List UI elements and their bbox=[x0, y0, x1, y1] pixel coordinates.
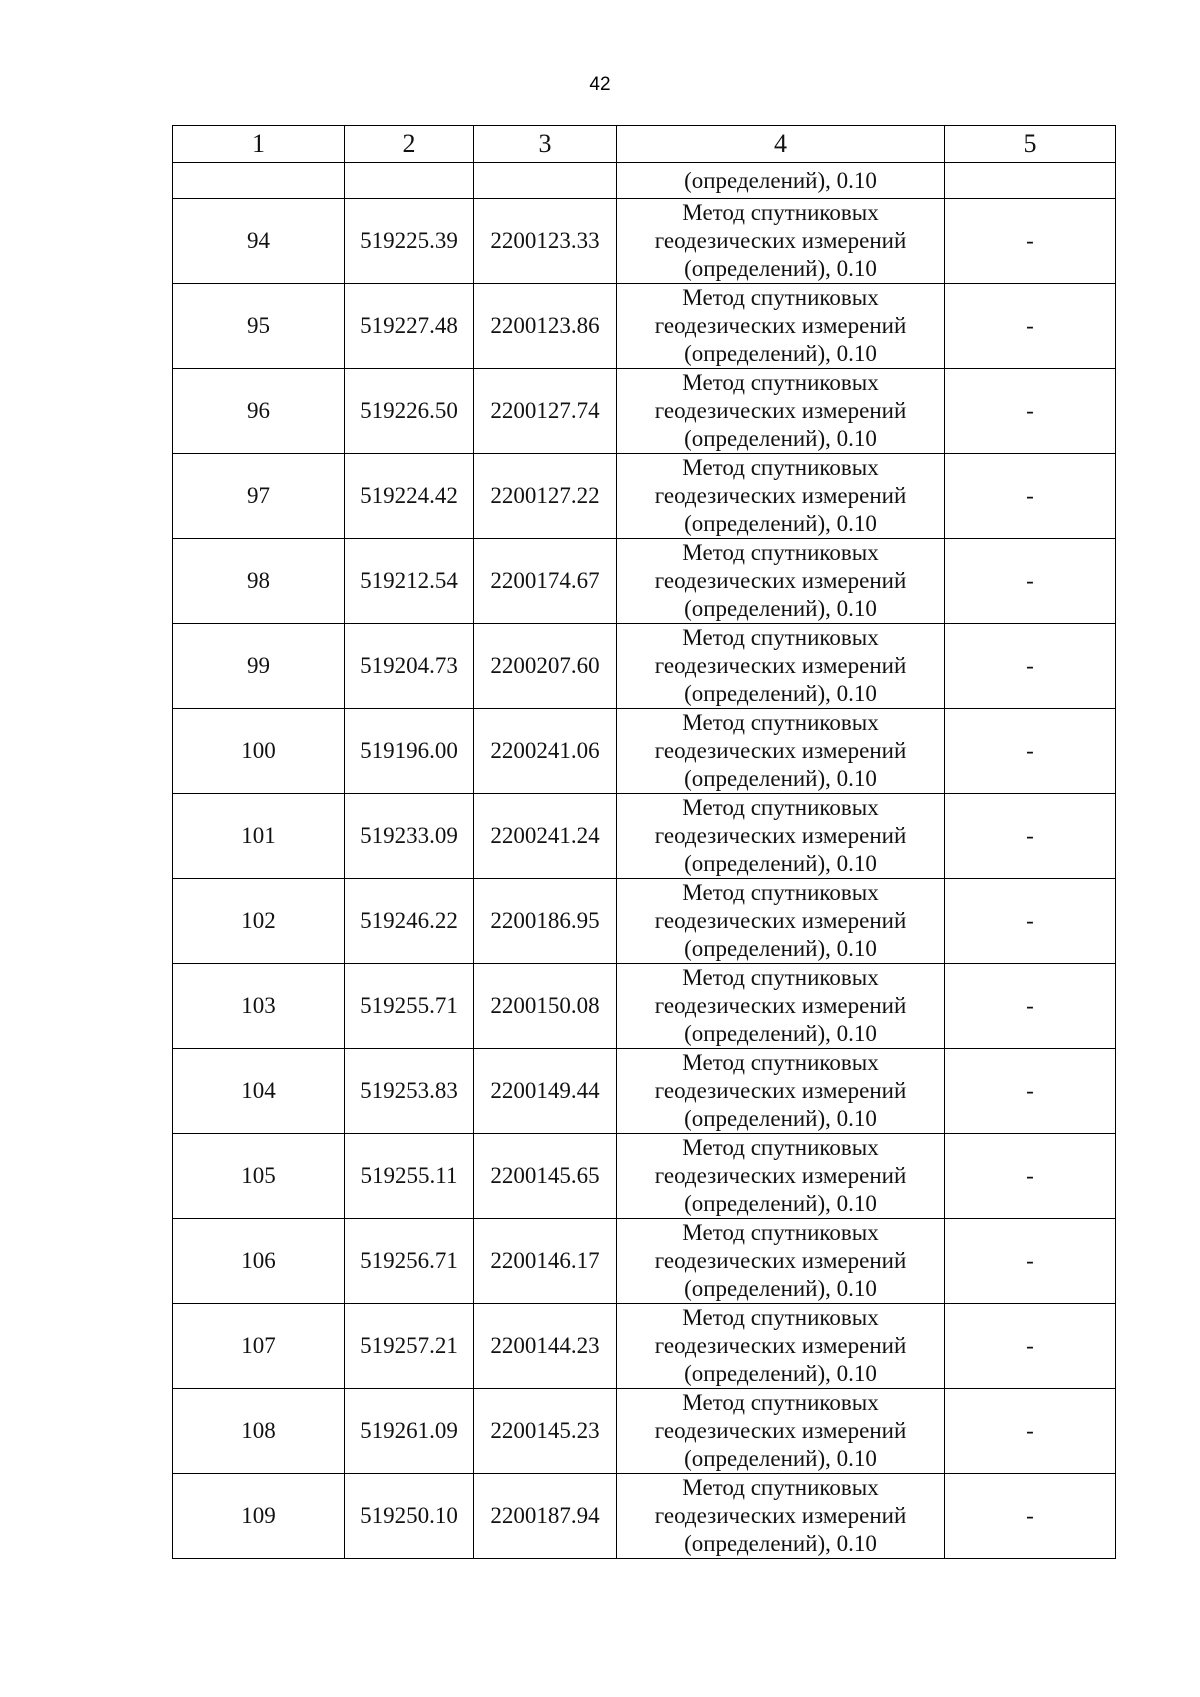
table-row bbox=[173, 964, 1116, 1049]
method-line: (определений), 0.10 bbox=[684, 1276, 877, 1301]
y-coordinate-cell: 2200127.22 bbox=[474, 454, 617, 539]
table-row bbox=[173, 1219, 1116, 1304]
y-coordinate-cell: 2200144.23 bbox=[474, 1304, 617, 1389]
y-coordinate-cell: 2200207.60 bbox=[474, 624, 617, 709]
method-line: геодезических измерений bbox=[654, 1163, 907, 1188]
method-line: (определений), 0.10 bbox=[684, 1191, 877, 1216]
x-coordinate-cell: 519233.09 bbox=[345, 794, 474, 879]
method-cell bbox=[617, 879, 945, 964]
point-number-cell: 100 bbox=[173, 709, 345, 794]
y-coordinate-cell: 2200127.74 bbox=[474, 369, 617, 454]
method-line: геодезических измерений bbox=[654, 1248, 907, 1273]
y-coordinate-cell: 2200123.86 bbox=[474, 284, 617, 369]
method-line: геодезических измерений bbox=[654, 1503, 907, 1528]
x-coordinate-cell: 519246.22 bbox=[345, 879, 474, 964]
method-line: геодезических измерений bbox=[654, 313, 907, 338]
x-coordinate-cell: 519224.42 bbox=[345, 454, 474, 539]
method-cell bbox=[617, 1219, 945, 1304]
header-cell-5: 5 bbox=[945, 126, 1116, 163]
method-line: геодезических измерений bbox=[654, 1418, 907, 1443]
note-cell: - bbox=[945, 454, 1116, 539]
y-coordinate-cell: 2200241.06 bbox=[474, 709, 617, 794]
continuation-row bbox=[173, 163, 1116, 199]
method-line: геодезических измерений bbox=[654, 568, 907, 593]
method-line: (определений), 0.10 bbox=[684, 1361, 877, 1386]
method-line: Метод спутниковых bbox=[682, 455, 879, 480]
method-cell bbox=[617, 199, 945, 284]
method-line: Метод спутниковых bbox=[682, 710, 879, 735]
method-cell bbox=[617, 964, 945, 1049]
x-coordinate-cell: 519204.73 bbox=[345, 624, 474, 709]
note-cell: - bbox=[945, 1134, 1116, 1219]
point-number-cell: 103 bbox=[173, 964, 345, 1049]
method-line: (определений), 0.10 bbox=[684, 511, 877, 536]
method-line: (определений), 0.10 bbox=[684, 851, 877, 876]
point-number-cell: 106 bbox=[173, 1219, 345, 1304]
method-line: (определений), 0.10 bbox=[684, 1021, 877, 1046]
method-line: (определений), 0.10 bbox=[684, 341, 877, 366]
x-coordinate-cell: 519255.11 bbox=[345, 1134, 474, 1219]
method-line: (определений), 0.10 bbox=[684, 1106, 877, 1131]
cont-cell-2 bbox=[345, 163, 474, 199]
method-line: (определений), 0.10 bbox=[684, 426, 877, 451]
table-row bbox=[173, 1474, 1116, 1559]
y-coordinate-cell: 2200149.44 bbox=[474, 1049, 617, 1134]
table-row bbox=[173, 539, 1116, 624]
note-cell: - bbox=[945, 1049, 1116, 1134]
method-line: Метод спутниковых bbox=[682, 1050, 879, 1075]
method-line: Метод спутниковых bbox=[682, 795, 879, 820]
x-coordinate-cell: 519226.50 bbox=[345, 369, 474, 454]
method-line: геодезических измерений bbox=[654, 993, 907, 1018]
method-line: геодезических измерений bbox=[654, 738, 907, 763]
y-coordinate-cell: 2200146.17 bbox=[474, 1219, 617, 1304]
x-coordinate-cell: 519225.39 bbox=[345, 199, 474, 284]
cont-method-cell: (определений), 0.10 bbox=[617, 163, 945, 199]
table-row bbox=[173, 369, 1116, 454]
x-coordinate-cell: 519253.83 bbox=[345, 1049, 474, 1134]
method-cell bbox=[617, 284, 945, 369]
method-line: (определений), 0.10 bbox=[684, 256, 877, 281]
point-number-cell: 95 bbox=[173, 284, 345, 369]
note-cell: - bbox=[945, 964, 1116, 1049]
note-cell: - bbox=[945, 879, 1116, 964]
method-cell bbox=[617, 454, 945, 539]
method-line: (определений), 0.10 bbox=[684, 596, 877, 621]
note-cell: - bbox=[945, 1389, 1116, 1474]
table-row bbox=[173, 1134, 1116, 1219]
method-line: Метод спутниковых bbox=[682, 625, 879, 650]
method-line: Метод спутниковых bbox=[682, 285, 879, 310]
method-line: Метод спутниковых bbox=[682, 880, 879, 905]
note-cell: - bbox=[945, 1474, 1116, 1559]
method-line: Метод спутниковых bbox=[682, 540, 879, 565]
method-cell bbox=[617, 1389, 945, 1474]
cont-cell-1 bbox=[173, 163, 345, 199]
method-line: геодезических измерений bbox=[654, 908, 907, 933]
x-coordinate-cell: 519261.09 bbox=[345, 1389, 474, 1474]
coordinates-table bbox=[172, 125, 1116, 1559]
method-line: (определений), 0.10 bbox=[684, 936, 877, 961]
table-row bbox=[173, 1304, 1116, 1389]
method-cell bbox=[617, 624, 945, 709]
x-coordinate-cell: 519255.71 bbox=[345, 964, 474, 1049]
method-line: геодезических измерений bbox=[654, 1333, 907, 1358]
page-number: 42 bbox=[589, 74, 611, 95]
table-row bbox=[173, 1049, 1116, 1134]
header-row bbox=[173, 126, 1116, 163]
y-coordinate-cell: 2200186.95 bbox=[474, 879, 617, 964]
note-cell: - bbox=[945, 1304, 1116, 1389]
cont-cell-3 bbox=[474, 163, 617, 199]
method-line: (определений), 0.10 bbox=[684, 766, 877, 791]
cont-cell-5 bbox=[945, 163, 1116, 199]
method-line: Метод спутниковых bbox=[682, 200, 879, 225]
point-number-cell: 101 bbox=[173, 794, 345, 879]
point-number-cell: 102 bbox=[173, 879, 345, 964]
note-cell: - bbox=[945, 794, 1116, 879]
x-coordinate-cell: 519257.21 bbox=[345, 1304, 474, 1389]
x-coordinate-cell: 519212.54 bbox=[345, 539, 474, 624]
point-number-cell: 104 bbox=[173, 1049, 345, 1134]
method-line: геодезических измерений bbox=[654, 1078, 907, 1103]
method-line: геодезических измерений bbox=[654, 653, 907, 678]
point-number-cell: 96 bbox=[173, 369, 345, 454]
method-line: Метод спутниковых bbox=[682, 1305, 879, 1330]
header-cell-4: 4 bbox=[617, 126, 945, 163]
point-number-cell: 97 bbox=[173, 454, 345, 539]
method-line: Метод спутниковых bbox=[682, 1390, 879, 1415]
note-cell: - bbox=[945, 199, 1116, 284]
method-line: (определений), 0.10 bbox=[684, 681, 877, 706]
method-line: (определений), 0.10 bbox=[684, 1446, 877, 1471]
table-row bbox=[173, 709, 1116, 794]
method-line: (определений), 0.10 bbox=[684, 1531, 877, 1556]
method-line: геодезических измерений bbox=[654, 823, 907, 848]
table-row bbox=[173, 284, 1116, 369]
method-line: Метод спутниковых bbox=[682, 1475, 879, 1500]
method-cell bbox=[617, 1474, 945, 1559]
method-cell bbox=[617, 1304, 945, 1389]
point-number-cell: 99 bbox=[173, 624, 345, 709]
point-number-cell: 107 bbox=[173, 1304, 345, 1389]
table-row bbox=[173, 1389, 1116, 1474]
y-coordinate-cell: 2200150.08 bbox=[474, 964, 617, 1049]
x-coordinate-cell: 519250.10 bbox=[345, 1474, 474, 1559]
y-coordinate-cell: 2200241.24 bbox=[474, 794, 617, 879]
header-cell-1: 1 bbox=[173, 126, 345, 163]
point-number-cell: 105 bbox=[173, 1134, 345, 1219]
note-cell: - bbox=[945, 1219, 1116, 1304]
method-cell bbox=[617, 1049, 945, 1134]
table-row bbox=[173, 199, 1116, 284]
point-number-cell: 108 bbox=[173, 1389, 345, 1474]
table-row bbox=[173, 879, 1116, 964]
method-cell bbox=[617, 1134, 945, 1219]
point-number-cell: 94 bbox=[173, 199, 345, 284]
y-coordinate-cell: 2200145.65 bbox=[474, 1134, 617, 1219]
note-cell: - bbox=[945, 284, 1116, 369]
header-cell-2: 2 bbox=[345, 126, 474, 163]
x-coordinate-cell: 519227.48 bbox=[345, 284, 474, 369]
note-cell: - bbox=[945, 624, 1116, 709]
y-coordinate-cell: 2200145.23 bbox=[474, 1389, 617, 1474]
note-cell: - bbox=[945, 709, 1116, 794]
method-cell bbox=[617, 369, 945, 454]
method-line: Метод спутниковых bbox=[682, 1135, 879, 1160]
method-line: геодезических измерений bbox=[654, 228, 907, 253]
method-cell bbox=[617, 539, 945, 624]
header-cell-3: 3 bbox=[474, 126, 617, 163]
x-coordinate-cell: 519196.00 bbox=[345, 709, 474, 794]
method-cell bbox=[617, 709, 945, 794]
method-line: Метод спутниковых bbox=[682, 965, 879, 990]
method-line: геодезических измерений bbox=[654, 483, 907, 508]
table-row bbox=[173, 794, 1116, 879]
y-coordinate-cell: 2200123.33 bbox=[474, 199, 617, 284]
y-coordinate-cell: 2200187.94 bbox=[474, 1474, 617, 1559]
method-line: Метод спутниковых bbox=[682, 370, 879, 395]
x-coordinate-cell: 519256.71 bbox=[345, 1219, 474, 1304]
note-cell: - bbox=[945, 539, 1116, 624]
method-cell bbox=[617, 794, 945, 879]
method-line: геодезических измерений bbox=[654, 398, 907, 423]
table-row bbox=[173, 624, 1116, 709]
y-coordinate-cell: 2200174.67 bbox=[474, 539, 617, 624]
point-number-cell: 98 bbox=[173, 539, 345, 624]
note-cell: - bbox=[945, 369, 1116, 454]
method-line: Метод спутниковых bbox=[682, 1220, 879, 1245]
point-number-cell: 109 bbox=[173, 1474, 345, 1559]
table-row bbox=[173, 454, 1116, 539]
